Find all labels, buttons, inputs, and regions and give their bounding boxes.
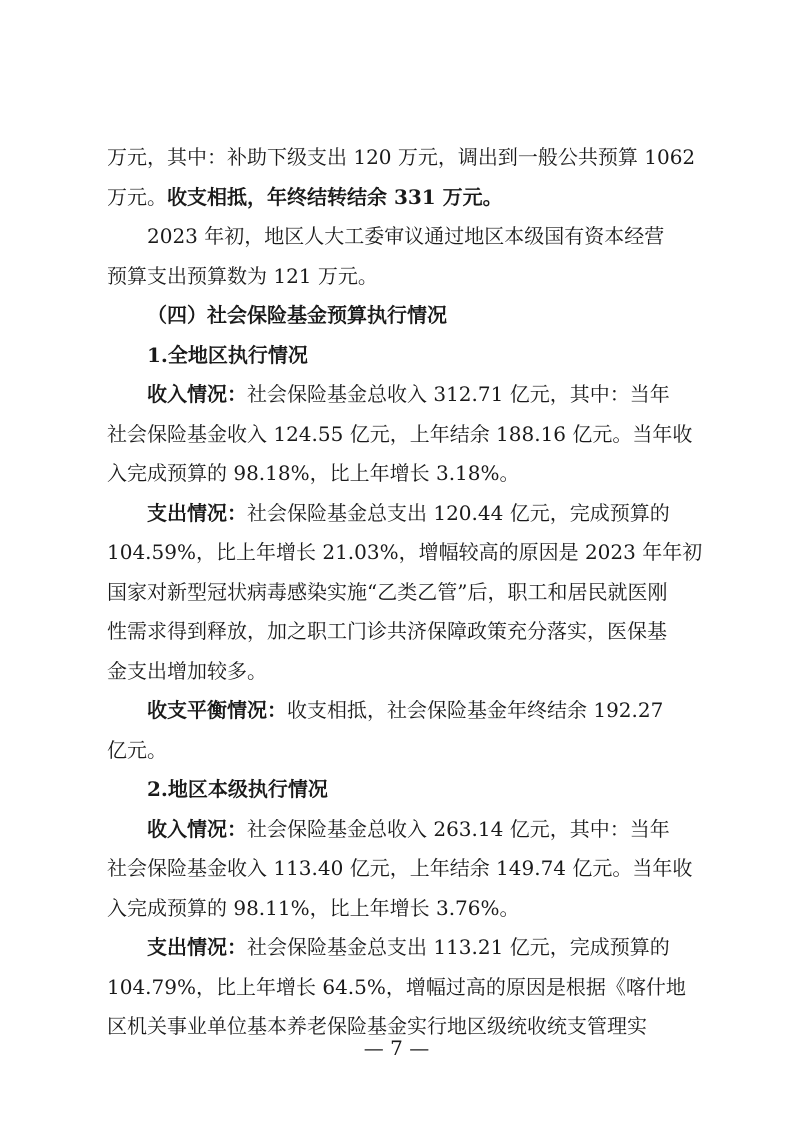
text-line: 入完成预算的 98.18%，比上年增长 3.18%。: [107, 461, 520, 485]
paragraph-start: 2023 年初，地区人大工委审议通过地区本级国有资本经营: [147, 224, 665, 248]
text-line: 社会保险基金收入 124.55 亿元，上年结余 188.16 亿元。当年收: [107, 421, 693, 446]
text-line: 万元，其中：补助下级支出 120 万元，调出到一般公共预算 1062: [107, 145, 696, 169]
text-line: 预算支出预算数为 121 万元。: [107, 263, 378, 288]
paragraph-start: 收入情况：社会保险基金总收入 312.71 亿元，其中：当年: [147, 382, 670, 406]
page-number: — 7 —: [363, 1036, 430, 1060]
text-line: 性需求得到释放，加之职工门诊共济保障政策充分落实，医保基: [107, 619, 667, 643]
subsection-heading: 1.全地区执行情况: [147, 342, 308, 367]
paragraph-start: 收入情况：社会保险基金总收入 263.14 亿元，其中：当年: [147, 816, 670, 841]
text-line: 104.59%，比上年增长 21.03%，增幅较高的原因是 2023 年年初: [107, 540, 703, 564]
text-line: 亿元。: [107, 737, 167, 762]
text-line: 104.79%，比上年增长 64.5%，增幅过高的原因是根据《喀什地: [107, 974, 686, 999]
text-line: 国家对新型冠状病毒感染实施“乙类乙管”后，职工和居民就医刚: [107, 579, 668, 604]
text-line: 万元。 收支相抵，年终结转结余 331 万元。: [107, 184, 503, 209]
text-line: 入完成预算的 98.11%，比上年增长 3.76%。: [107, 895, 520, 920]
section-heading: （四）社会保险基金预算执行情况: [147, 303, 447, 327]
paragraph-start: 支出情况：社会保险基金总支出 120.44 亿元，完成预算的: [147, 500, 670, 525]
text-line: 社会保险基金收入 113.40 亿元，上年结余 149.74 亿元。当年收: [107, 856, 693, 880]
subsection-heading: 2.地区本级执行情况: [147, 777, 328, 801]
text-line: 区机关事业单位基本养老保险基金实行地区级统收统支管理实: [107, 1014, 647, 1038]
paragraph-start: 支出情况：社会保险基金总支出 113.21 亿元，完成预算的: [147, 935, 670, 959]
body-text: [107, 138, 703, 1047]
text-line: 金支出增加较多。: [107, 658, 267, 683]
paragraph-start: 收支平衡情况：收支相抵，社会保险基金年终结余 192.27: [147, 698, 664, 722]
